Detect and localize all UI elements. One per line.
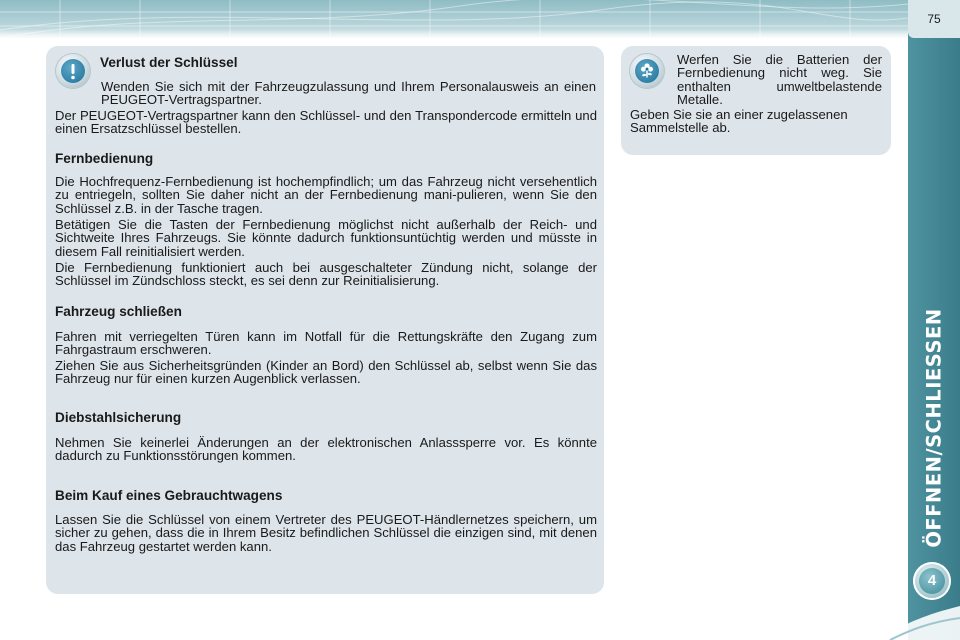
section-heading-antitheft: Diebstahlsicherung	[55, 410, 182, 425]
section-heading-key-loss: Verlust der Schlüssel	[100, 55, 238, 70]
environment-paragraph: Geben Sie sie an einer zugelassenen Sammelstelle ab.	[630, 107, 848, 136]
chapter-number: 4	[919, 568, 945, 594]
section-paragraph: Ziehen Sie aus Sicherheitsgründen (Kinder an Bord) den Schlüssel ab, selbst wenn Sie das Fahrzeug nur für einen kurzen Augenblick verlassen.	[55, 358, 597, 387]
section-paragraph: Die Fernbedienung funktioniert auch bei ausgeschalteter Zündung nicht, solange der Schlüssel im Zündschloss steckt, es sei denn zur Reinitialisierung.	[55, 260, 597, 289]
section-paragraph: Lassen Sie die Schlüssel von einem Vertreter des PEUGEOT-Händlernetzes speichern, um sicher zu gehen, dass die in Ihrem Besitz befindlichen Schlüssel die einzigen sind, mit denen das Fahrzeug gestartet werden kann.	[55, 512, 597, 554]
chapter-title: ÖFFNEN/SCHLIESSEN	[922, 308, 946, 548]
section-paragraph: Nehmen Sie keinerlei Änderungen an der elektronischen Anlasssperre vor. Es könnte dadurch zu Funktionsstörungen kommen.	[55, 435, 597, 464]
main-info-panel	[46, 46, 604, 594]
section-paragraph: Fahren mit verriegelten Türen kann im Notfall für die Rettungskräfte den Zugang zum Fahrgastraum erschweren.	[55, 329, 597, 358]
section-heading-locking: Fahrzeug schließen	[55, 304, 182, 319]
environment-paragraph: Werfen Sie die Batterien der Fernbedienung nicht weg. Sie enthalten umweltbelastende Metalle.	[677, 52, 882, 108]
section-paragraph: Die Hochfrequenz-Fernbedienung ist hochempfindlich; um das Fahrzeug nicht versehentlich zu entriegeln, sollten Sie daher nicht an der Fernbedienung mani-pulieren, wenn Sie den Schlüssel z.B. in der Tasche tragen.	[55, 174, 597, 216]
chapter-badge	[913, 562, 951, 600]
section-paragraph: Der PEUGEOT-Vertragspartner kann den Schlüssel- und den Transpondercode ermitteln und einen Ersatzschlüssel bestellen.	[55, 108, 597, 137]
environment-flower-icon	[630, 54, 664, 88]
section-heading-remote: Fernbedienung	[55, 151, 154, 166]
header-fade	[0, 30, 908, 40]
bottom-wave-decoration	[880, 596, 960, 640]
section-paragraph: Betätigen Sie die Tasten der Fernbedienung möglichst nicht außerhalb der Reich- und Sichtweite Ihres Fahrzeugs. Sie könnte dadurch funktionsuntüchtig werden und müsste in diesem Fall reinitialisiert werden.	[55, 217, 597, 259]
page-number: 75	[927, 12, 941, 26]
section-paragraph: Wenden Sie sich mit der Fahrzeugzulassung und Ihrem Personalausweis an einen PEUGEOT-Vertragspartner.	[101, 79, 596, 108]
environment-note-panel	[621, 46, 891, 155]
section-heading-used-car: Beim Kauf eines Gebrauchtwagens	[55, 488, 283, 503]
warning-icon	[56, 54, 90, 88]
